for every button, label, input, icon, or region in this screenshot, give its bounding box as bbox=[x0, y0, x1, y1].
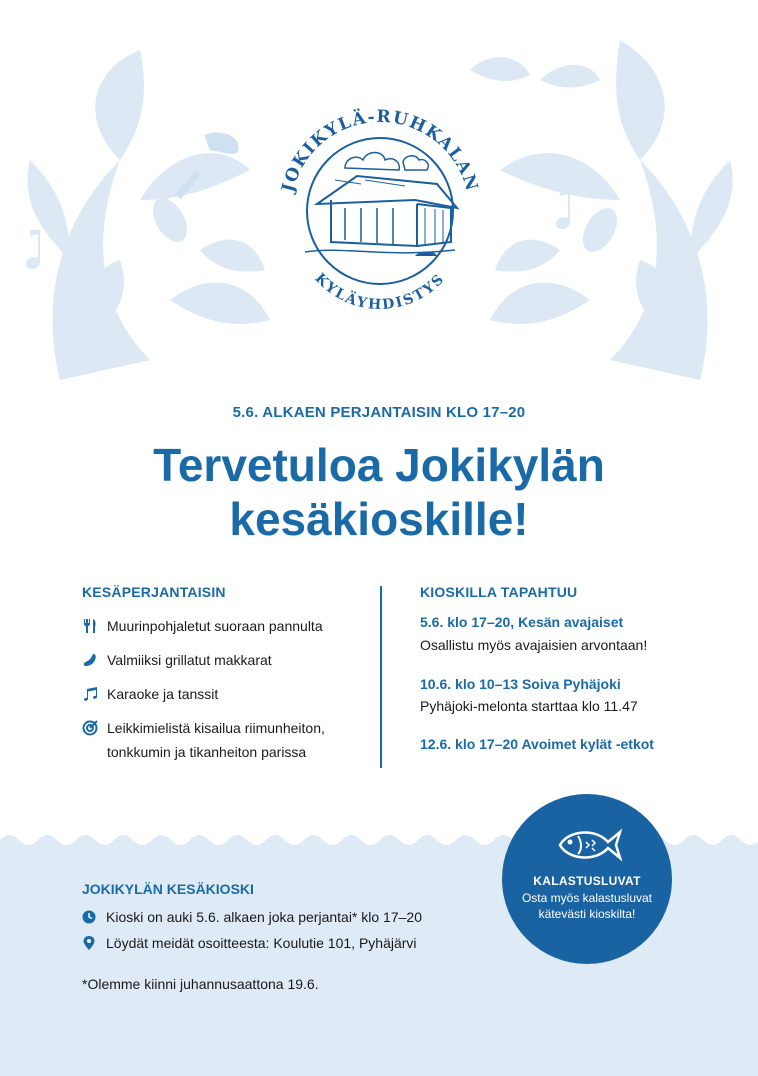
footnote: *Olemme kiinni juhannusaattona 19.6. bbox=[82, 976, 319, 992]
address-row bbox=[82, 935, 417, 951]
svg-text:KYLÄYHDISTYS bbox=[312, 270, 449, 313]
sausage-icon bbox=[82, 652, 98, 668]
title-line-1: Tervetuloa Jokikylän bbox=[153, 439, 605, 491]
feature-item bbox=[82, 648, 372, 672]
feature-item bbox=[82, 716, 372, 764]
feature-text: Leikkimielistä kisailua riimunheiton, tonkkumin ja tikanheiton parissa bbox=[107, 720, 325, 760]
event-description: Osallistu myös avajaisien arvontaan! bbox=[420, 637, 648, 653]
village-association-logo bbox=[265, 96, 495, 326]
event-title: 10.6. klo 10–13 Soiva Pyhäjoki bbox=[420, 676, 621, 692]
title-line-2: kesäkioskille! bbox=[229, 493, 529, 545]
music-note-icon bbox=[82, 686, 98, 702]
clock-icon bbox=[82, 910, 96, 924]
svg-text:JOKIKYLÄ-RUHKALAN bbox=[278, 107, 482, 196]
features-heading: KESÄPERJANTAISIN bbox=[82, 584, 226, 600]
event-title: 12.6. klo 17–20 Avoimet kylät -etkot bbox=[420, 736, 654, 752]
target-icon bbox=[82, 720, 98, 736]
logo-arc-bottom: KYLÄYHDISTYS bbox=[311, 270, 449, 314]
fish-icon bbox=[554, 822, 624, 868]
fork-knife-icon bbox=[82, 618, 98, 634]
events-heading: KIOSKILLA TAPAHTUU bbox=[420, 584, 578, 600]
feature-item bbox=[82, 614, 372, 638]
feature-item bbox=[82, 682, 372, 706]
event-title: 5.6. klo 17–20, Kesän avajaiset bbox=[420, 614, 624, 630]
feature-text: Karaoke ja tanssit bbox=[107, 686, 219, 702]
opening-hours-text: Kioski on auki 5.6. alkaen joka perjantai* klo 17–20 bbox=[106, 909, 422, 925]
address-text: Löydät meidät osoitteesta: Koulutie 101, Pyhäjärvi bbox=[106, 935, 417, 951]
feature-text: Muurinpohjaletut suoraan pannulta bbox=[107, 618, 323, 634]
location-pin-icon bbox=[82, 936, 96, 950]
info-heading: JOKIKYLÄN KESÄKIOSKI bbox=[82, 881, 254, 897]
badge-title: KALASTUSLUVAT bbox=[533, 874, 641, 888]
opening-hours-row bbox=[82, 909, 422, 925]
badge-text: Osta myös kalastusluvat kätevästi kioskilta! bbox=[521, 891, 653, 921]
logo-arc-top: JOKIKYLÄ-RUHKALAN bbox=[278, 106, 482, 195]
opening-subtitle: 5.6. ALKAEN PERJANTAISIN KLO 17–20 bbox=[232, 404, 526, 421]
page-title bbox=[0, 438, 758, 546]
column-divider bbox=[380, 586, 382, 768]
event-description: Pyhäjoki-melonta starttaa klo 11.47 bbox=[420, 698, 638, 714]
fishing-permit-badge bbox=[502, 794, 672, 964]
feature-text: Valmiiksi grillatut makkarat bbox=[107, 652, 272, 668]
